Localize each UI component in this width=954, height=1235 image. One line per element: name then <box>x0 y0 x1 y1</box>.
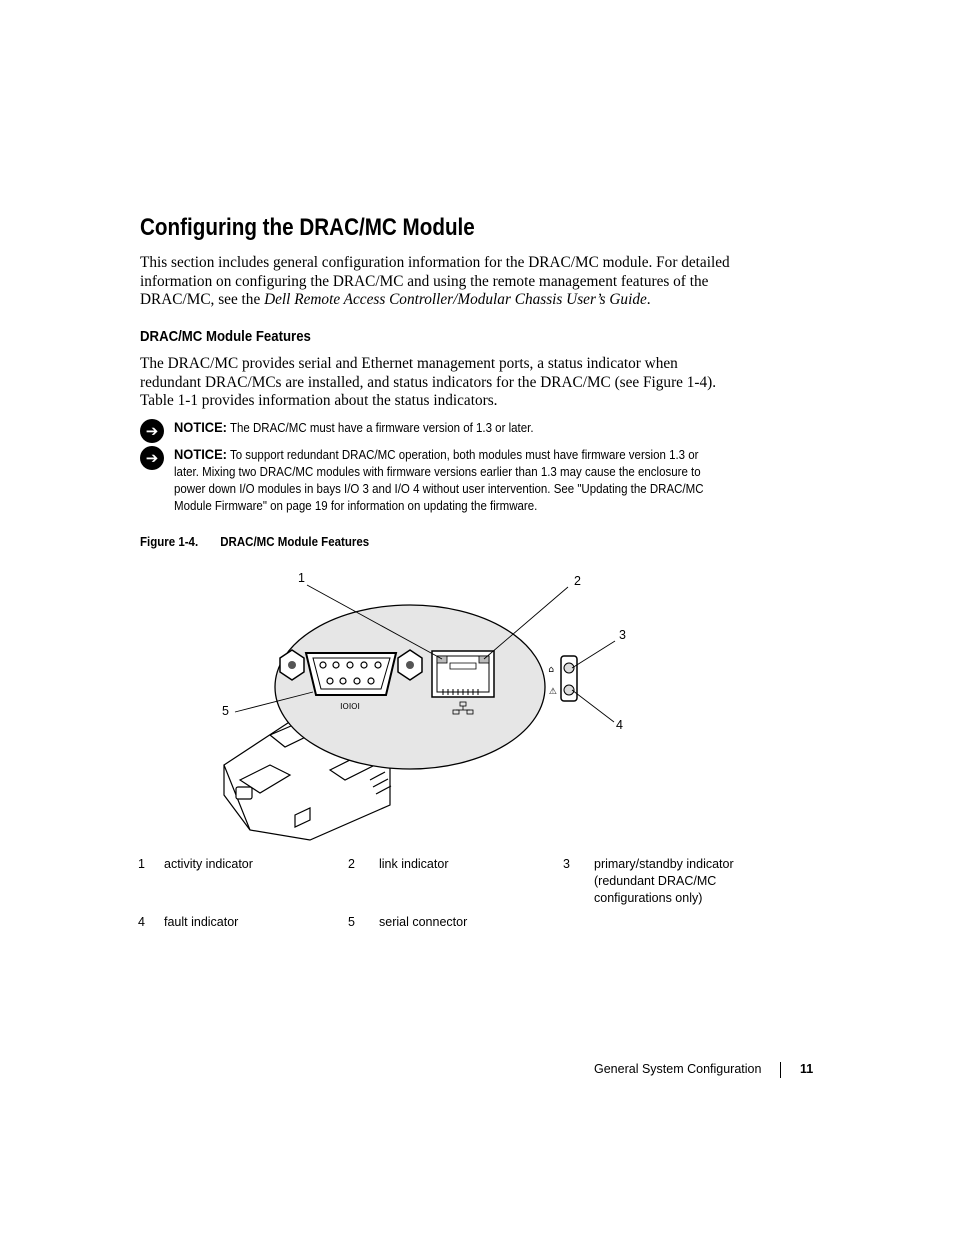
legend-label <box>379 856 448 873</box>
legend-label <box>379 914 467 931</box>
legend-line: fault indicator <box>164 915 239 929</box>
notice-body: The DRAC/MC must have a firmware version of 1.3 or later. <box>229 421 534 435</box>
legend-label <box>164 856 253 873</box>
notice-line: later. Mixing two DRAC/MC modules with firmware versions earlier than 1.3 may cause the enclosure to <box>174 465 701 479</box>
notice-line: Module Firmware" on page 19 for information on updating the firmware. <box>174 499 538 513</box>
intro-text: . <box>646 291 651 308</box>
footer-separator <box>780 1062 781 1078</box>
legend-line: link indicator <box>379 857 449 871</box>
notice-label: NOTICE: <box>174 446 227 462</box>
users-guide-title: Dell Remote Access Controller/Modular Chassis User’s Guide <box>264 291 647 308</box>
figure-caption <box>140 535 369 549</box>
drac-mc-module-illustration <box>210 565 650 850</box>
legend-label <box>594 856 734 907</box>
page-number: 11 <box>800 1062 814 1076</box>
callout-5: 5 <box>222 704 229 718</box>
figure-number: Figure 1-4. <box>140 535 199 549</box>
notice-line: power down I/O modules in bays I/O 3 and I/O 4 without user intervention. See "Updating the DRAC/MC <box>174 482 704 496</box>
fault-warning-icon: ⚠ <box>548 687 557 697</box>
section-title: Configuring the DRAC/MC Module <box>140 214 475 241</box>
notice-text <box>174 446 750 515</box>
footer-chapter: General System Configuration <box>594 1062 762 1076</box>
status-indicators <box>548 656 577 701</box>
legend-num: 5 <box>348 915 355 929</box>
callout-2: 2 <box>574 574 581 588</box>
notice-arrow-icon: ➔ <box>140 419 164 443</box>
callout-1: 1 <box>298 571 305 585</box>
intro-line: This section includes general configuration information for the DRAC/MC module. For detailed <box>140 254 730 271</box>
legend-line: serial connector <box>379 915 468 929</box>
link-indicator-led <box>479 656 489 663</box>
figure-title: DRAC/MC Module Features <box>220 535 370 549</box>
features-line: redundant DRAC/MCs are installed, and status indicators for the DRAC/MC (see Figure 1-4). <box>140 373 717 391</box>
notice-line <box>174 446 704 464</box>
features-paragraph <box>140 355 760 411</box>
callout-4: 4 <box>616 718 623 732</box>
legend-line: (redundant DRAC/MC <box>594 874 717 888</box>
notice-label: NOTICE: <box>174 419 227 435</box>
legend-line: primary/standby indicator <box>594 857 734 871</box>
intro-paragraph <box>140 254 760 310</box>
intro-line: information on configuring the DRAC/MC and using the remote management features of the <box>140 272 709 290</box>
notice-text <box>174 419 565 437</box>
primary-standby-icon: ⌂ <box>548 665 554 675</box>
notice-body: To support redundant DRAC/MC operation, both modules must have firmware version 1.3 or <box>229 448 699 462</box>
notice-arrow-icon: ➔ <box>140 446 164 470</box>
legend-line: configurations only) <box>594 891 703 905</box>
callout-3: 3 <box>619 628 626 642</box>
features-line: The DRAC/MC provides serial and Ethernet management ports, a status indicator when <box>140 355 678 372</box>
drac-mc-module-drawing <box>210 565 650 850</box>
legend-line: activity indicator <box>164 857 253 871</box>
legend-label <box>164 914 238 931</box>
legend-num: 4 <box>138 915 145 929</box>
legend-num: 3 <box>563 857 570 871</box>
intro-line <box>140 291 760 310</box>
legend-num: 1 <box>138 857 145 871</box>
subsection-title: DRAC/MC Module Features <box>140 328 311 345</box>
notice-line <box>174 419 534 437</box>
serial-port-label: IOIOI <box>340 702 360 711</box>
legend-num: 2 <box>348 857 355 871</box>
features-line: Table 1-1 provides information about the status indicators. <box>140 392 498 409</box>
intro-text: DRAC/MC, see the <box>140 291 265 308</box>
